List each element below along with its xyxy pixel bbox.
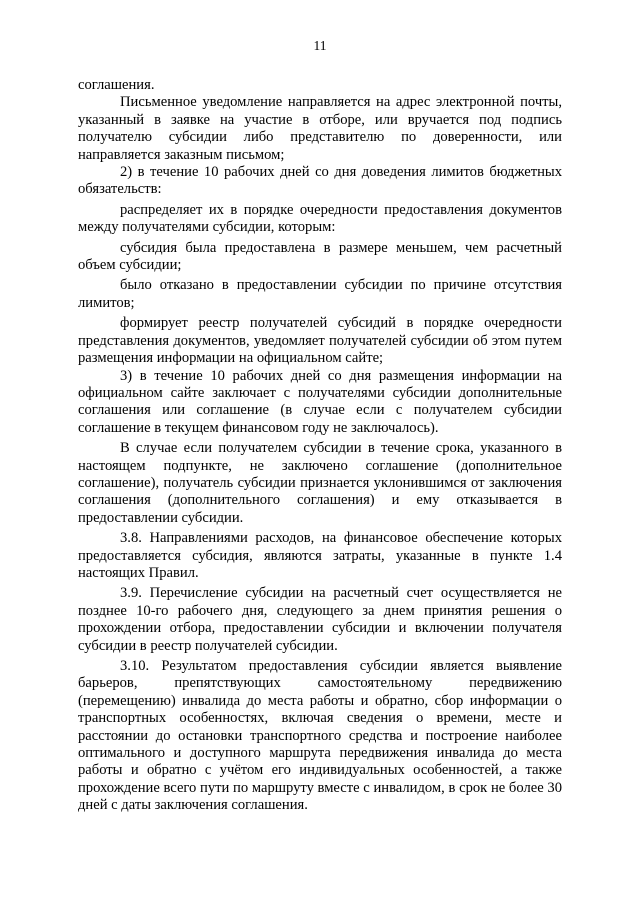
paragraph: 3.10. Результатом предоставления субсидии является выявление барьеров, препятствующих самостоятельному передвижению (перемещению) инвалида до места работы и обратно, сбор информации о транспортных особенностях, включая сведения о времени, месте и расстоянии до остановки транспортного средства и построение наиболее оптимального и доступного маршрута передвижения инвалида до места работы и обратно с учётом его индивидуальных особенностей, а также прохождение всего пути по маршруту вместе с инвалидом, в срок не более 30 дней с даты заключения соглашения.	[78, 658, 562, 814]
paragraph: Письменное уведомление направляется на адрес электронной почты, указанный в заявке на участие в отборе, или вручается под подпись получателю субсидии либо представителю по доверенности, или направляется заказным письмом;	[78, 94, 562, 163]
paragraph: 3) в течение 10 рабочих дней со дня размещения информации на официальном сайте заключает с получателями субсидии дополнительные соглашения или соглашение (в случае если с получателем субсидии соглашение в текущем финансовом году не заключалось).	[78, 367, 562, 436]
paragraph: формирует реестр получателей субсидий в порядке очередности представления документов, уведомляет получателей субсидии об этом путем размещения информации на официальном сайте;	[78, 315, 562, 367]
paragraph: субсидия была предоставлена в размере меньшем, чем расчетный объем субсидии;	[78, 239, 562, 274]
paragraph: 3.8. Направлениями расходов, на финансовое обеспечение которых предоставляется субсидия, являются затраты, указанные в пункте 1.4 настоящих Правил.	[78, 530, 562, 581]
paragraph: 2) в течение 10 рабочих дней со дня доведения лимитов бюджетных обязательств:	[78, 164, 562, 198]
paragraph: 3.9. Перечисление субсидии на расчетный счет осуществляется не позднее 10-го рабочего дня, следующего за днем принятия решения о прохождении отбора, предоставлении субсидии и включении получателя субсидии в реестр получателей субсидии.	[78, 585, 562, 654]
paragraph: В случае если получателем субсидии в течение срока, указанного в настоящем подпункте, не заключено соглашение (дополнительное соглашение), получатель субсидии признается уклонившимся от заключения соглашения (дополнительного соглашения) и ему отказывается в предоставлении субсидии.	[78, 440, 562, 526]
document-body	[78, 77, 562, 815]
paragraph: было отказано в предоставлении субсидии по причине отсутствия лимитов;	[78, 277, 562, 311]
page-number: 11	[313, 38, 327, 53]
paragraph: распределяет их в порядке очередности предоставления документов между получателями субсидии, которым:	[78, 201, 562, 236]
paragraph: соглашения.	[78, 77, 155, 93]
